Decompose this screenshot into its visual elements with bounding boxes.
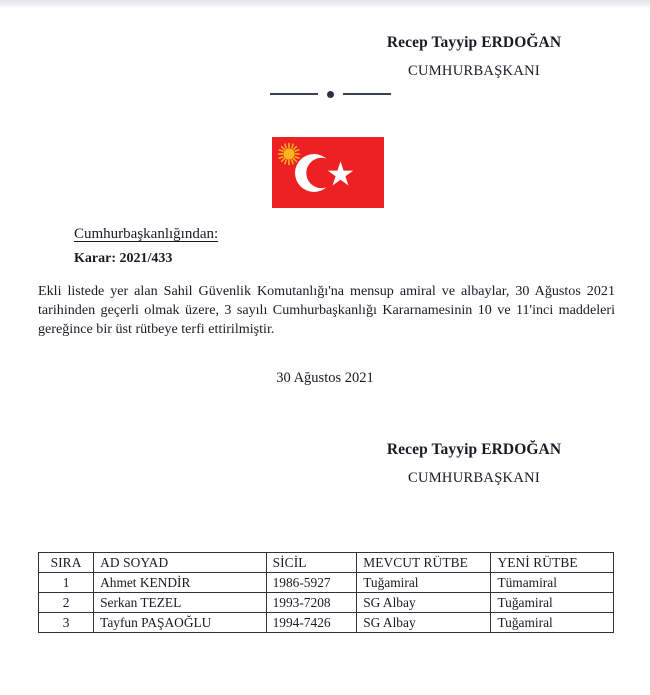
signatory-name-top: Recep Tayyip ERDOĞAN xyxy=(386,34,562,51)
table-row xyxy=(39,573,614,593)
cell-sicil: 1986-5927 xyxy=(266,573,357,593)
turkish-flag-emblem xyxy=(272,137,384,208)
cell-mevcut-rutbe: SG Albay xyxy=(357,613,491,633)
cell-sira: 2 xyxy=(39,593,94,613)
header-yeni-rutbe: YENİ RÜTBE xyxy=(491,553,614,573)
header-sicil: SİCİL xyxy=(266,553,357,573)
cell-mevcut-rutbe: SG Albay xyxy=(357,593,491,613)
cell-ad-soyad: Tayfun PAŞAOĞLU xyxy=(94,613,266,633)
cell-mevcut-rutbe: Tuğamiral xyxy=(357,573,491,593)
ornament-divider xyxy=(265,87,395,101)
sun-emblem-icon xyxy=(279,144,300,165)
cell-ad-soyad: Serkan TEZEL xyxy=(94,593,266,613)
signatory-name-bottom: Recep Tayyip ERDOĞAN xyxy=(386,441,562,458)
divider-dot-icon xyxy=(327,91,334,98)
cell-sicil: 1994-7426 xyxy=(266,613,357,633)
signatory-title-bottom: CUMHURBAŞKANI xyxy=(408,470,540,486)
cell-yeni-rutbe: Tuğamiral xyxy=(491,593,614,613)
signature-block-top xyxy=(324,34,624,80)
header-sira: SIRA xyxy=(39,553,94,573)
flag-graphic xyxy=(272,137,384,208)
cell-sira: 1 xyxy=(39,573,94,593)
cell-yeni-rutbe: Tümamiral xyxy=(491,573,614,593)
roster-body xyxy=(39,553,614,633)
divider-line-left xyxy=(270,93,318,95)
table-row xyxy=(39,613,614,633)
cell-yeni-rutbe: Tuğamiral xyxy=(491,613,614,633)
header-ad-soyad: AD SOYAD xyxy=(94,553,266,573)
decision-number: Karar: 2021/433 xyxy=(74,251,173,266)
signatory-title-top: CUMHURBAŞKANI xyxy=(408,63,540,79)
signature-block-bottom xyxy=(324,441,624,487)
cell-sicil: 1993-7208 xyxy=(266,593,357,613)
table-header-row xyxy=(39,553,614,573)
body-paragraph: Ekli listede yer alan Sahil Güvenlik Komutanlığı'na mensup amiral ve albaylar, 30 Ağustos 2021 tarihinden geçerli olmak üzere, 3 sayılı Cumhurbaşkanlığı Kararnamesinin 10 ve 11'inci maddeleri gereğince bir üst rütbeye terfi ettirilmiştir. xyxy=(38,283,615,337)
promotion-roster-table xyxy=(38,552,614,633)
cell-sira: 3 xyxy=(39,613,94,633)
cell-ad-soyad: Ahmet KENDİR xyxy=(94,573,266,593)
table-row xyxy=(39,593,614,613)
divider-line-right xyxy=(343,93,391,95)
header-mevcut-rutbe: MEVCUT RÜTBE xyxy=(357,553,491,573)
document-date: 30 Ağustos 2021 xyxy=(276,370,374,386)
issuer-heading: Cumhurbaşkanlığından: xyxy=(74,226,219,242)
